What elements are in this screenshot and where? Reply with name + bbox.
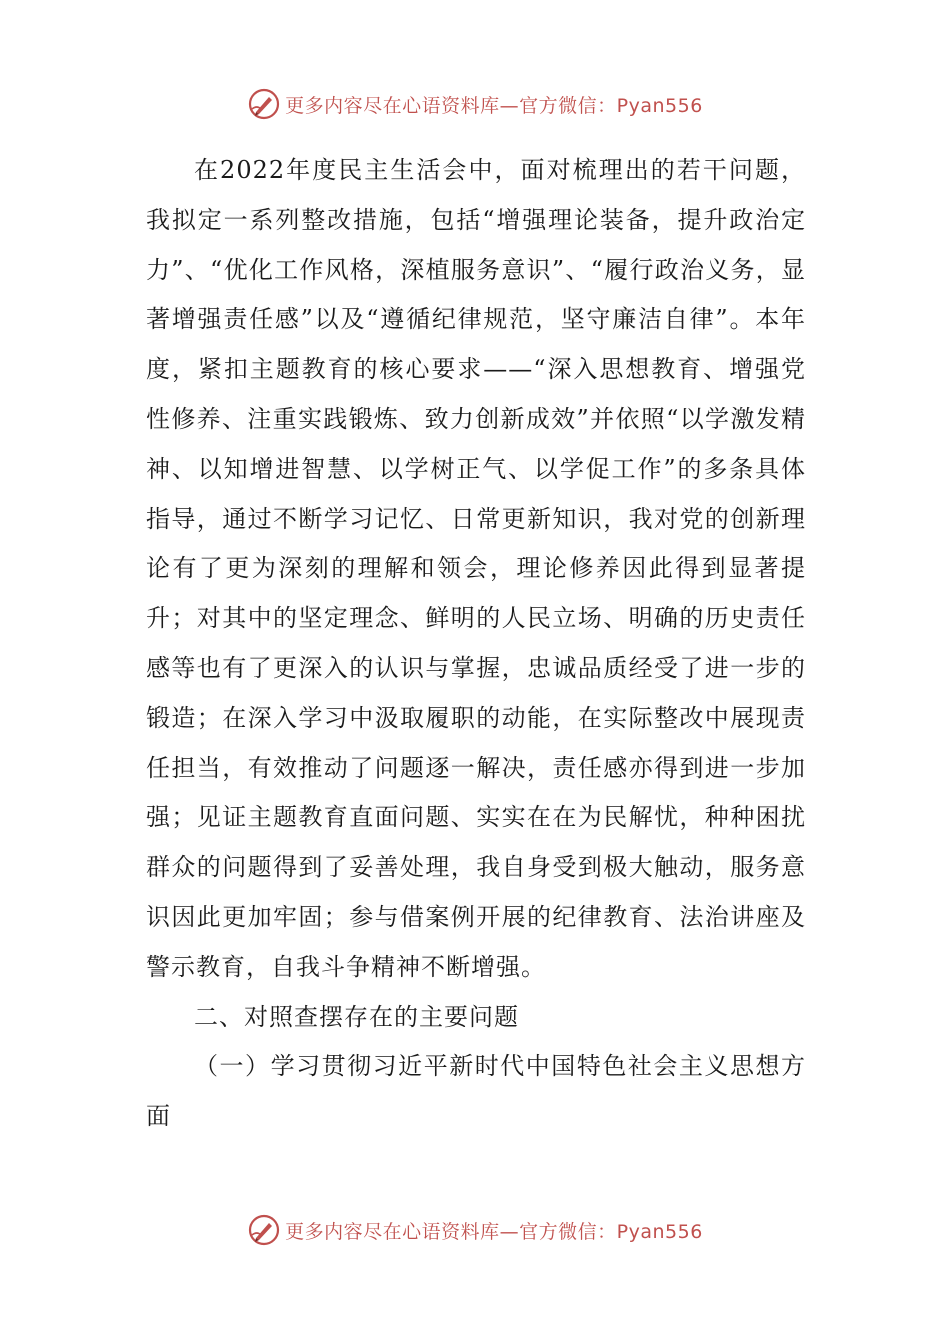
section-heading: 二、对照查摆存在的主要问题 bbox=[194, 1002, 519, 1031]
header-watermark-banner bbox=[0, 84, 950, 124]
watermark-text: 更多内容尽在心语资料库—官方微信：Pyan556 bbox=[285, 1220, 703, 1243]
body-paragraph: 在2022年度民主生活会中，面对梳理出的若干问题，我拟定一系列整改措施，包括“增强理论装备，提升政治定力”、“优化工作风格，深植服务意识”、“履行政治义务，显著增强责任感”以及“遵循纪律规范，坚守廉洁自律”。本年度，紧扣主题教育的核心要求——“深入思想教育、增强党性修养、注重实践锻炼、致力创新成效”并依照“以学激发精神、以知增进智慧、以学树正气、以学促工作”的多条具体指导，通过不断学习记忆、日常更新知识，我对党的创新理论有了更为深刻的理解和领会，理论修养因此得到显著提升；对其中的坚定理念、鲜明的人民立场、明确的历史责任感等也有了更深入的认识与掌握，忠诚品质经受了进一步的锻造；在深入学习中汲取履职的动能，在实际整改中展现责任担当，有效推动了问题逐一解决，责任感亦得到进一步加强；见证主题教育直面问题、实实在在为民解忧，种种困扰群众的问题得到了妥善处理，我自身受到极大触动，服务意识因此更加牢固；参与借案例开展的纪律教育、法治讲座及警示教育，自我斗争精神不断增强。 bbox=[146, 156, 806, 981]
pen-logo-icon bbox=[247, 1213, 281, 1247]
subsection-heading: （一）学习贯彻习近平新时代中国特色社会主义思想方面 bbox=[146, 1052, 806, 1131]
document-body bbox=[146, 146, 806, 1142]
footer-watermark-banner bbox=[0, 1210, 950, 1250]
pen-logo-icon bbox=[247, 87, 281, 121]
watermark-text: 更多内容尽在心语资料库—官方微信：Pyan556 bbox=[285, 94, 703, 117]
